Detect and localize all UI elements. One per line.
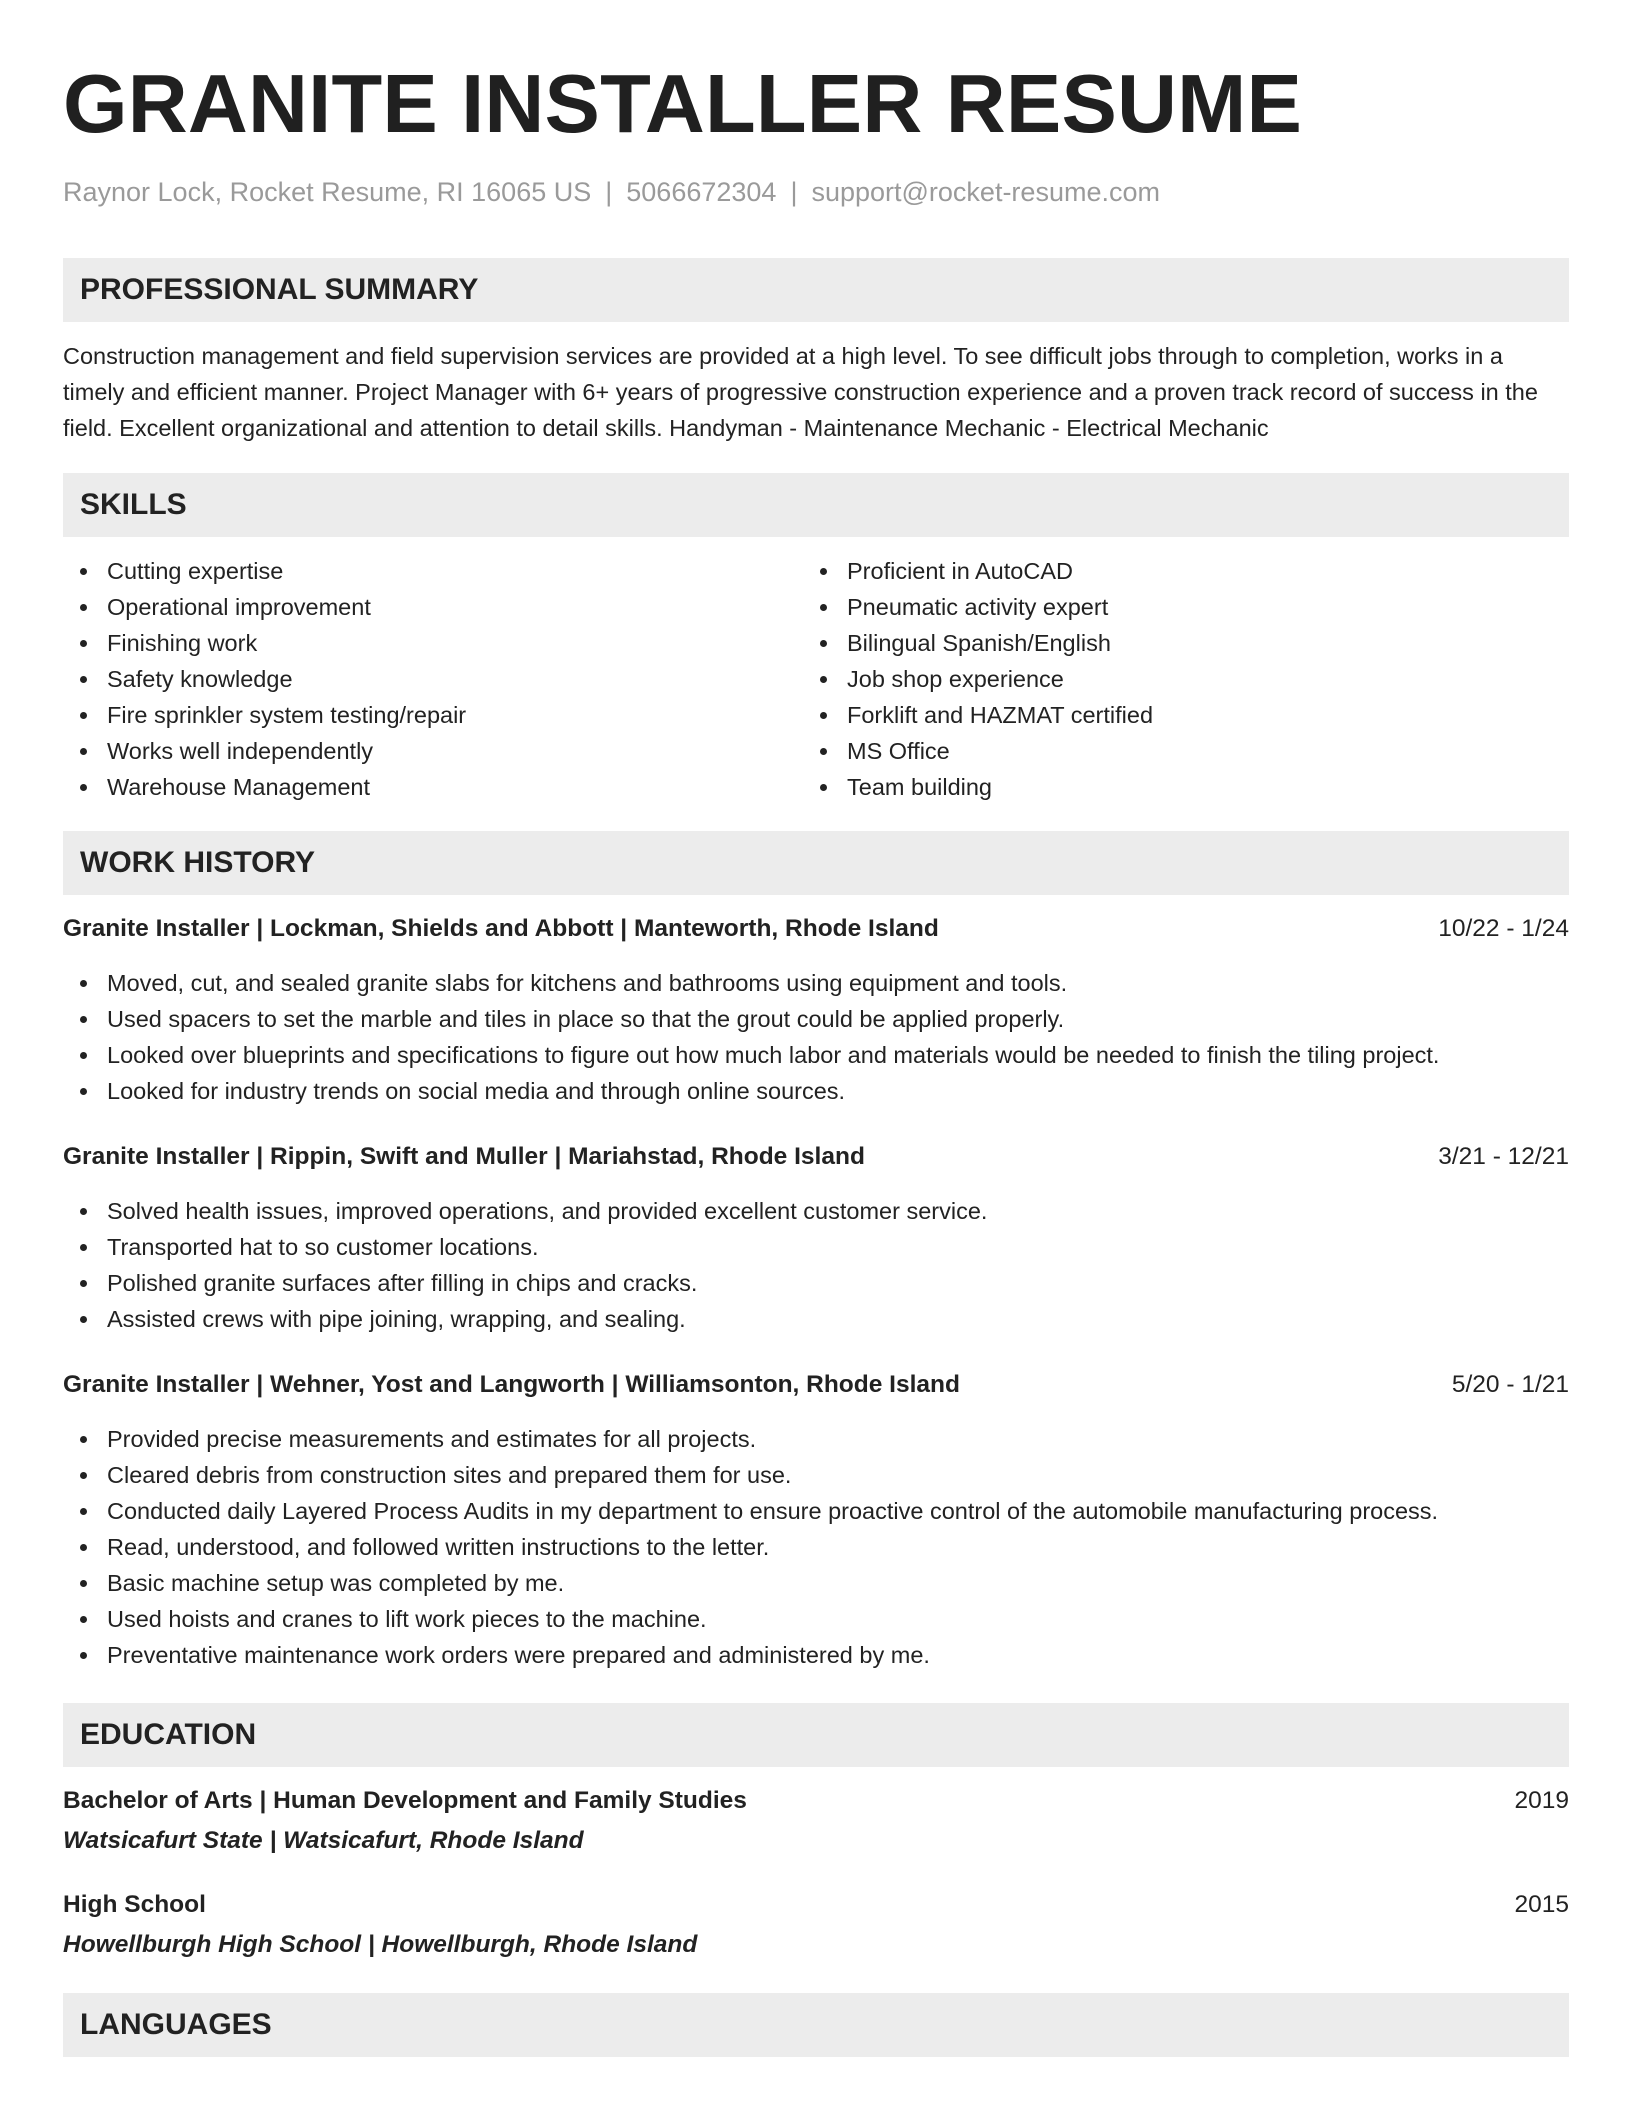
job-dates: 5/20 - 1/21: [1451, 1371, 1569, 1398]
job-dates: 3/21 - 12/21: [1438, 1143, 1569, 1170]
job-entry: [63, 911, 1569, 1109]
job-bullet: Looked for industry trends on social media and through online sources.: [63, 1073, 1569, 1109]
skill-item: Pneumatic activity expert: [803, 589, 1543, 625]
education-header: [63, 1887, 1569, 1923]
skill-item: Safety knowledge: [63, 661, 803, 697]
job-title: Granite Installer | Lockman, Shields and Abbott | Manteworth, Rhode Island: [63, 915, 939, 942]
section-heading-work: WORK HISTORY: [63, 831, 1569, 895]
job-entry: [63, 1139, 1569, 1337]
skills-list-right: [803, 553, 1543, 805]
job-entry: [63, 1367, 1569, 1673]
skill-item: Forklift and HAZMAT certified: [803, 697, 1543, 733]
skill-item: Proficient in AutoCAD: [803, 553, 1543, 589]
contact-email: support@rocket-resume.com: [811, 177, 1160, 207]
summary-text: Construction management and field supervision services are provided at a high level. To see difficult jobs through to completion, works in a timely and efficient manner. Project Manager with 6+ years of progressive construction experience and a proven track record of success in the field. Excellent organizational and attention to detail skills. Handyman - Maintenance Mechanic - Electrical Mechanic: [63, 343, 1538, 441]
job-bullet: Polished granite surfaces after filling in chips and cracks.: [63, 1265, 1569, 1301]
skill-item: Warehouse Management: [63, 769, 803, 805]
job-bullet: Preventative maintenance work orders were prepared and administered by me.: [63, 1637, 1569, 1673]
job-bullet: Used hoists and cranes to lift work pieces to the machine.: [63, 1601, 1569, 1637]
contact-separator: |: [790, 177, 798, 207]
job-header: [63, 911, 1569, 947]
job-bullets: [63, 965, 1569, 1109]
job-title: Granite Installer | Rippin, Swift and Muller | Mariahstad, Rhode Island: [63, 1143, 865, 1170]
education-entry: [63, 1783, 1569, 1859]
work-history: [63, 911, 1569, 1673]
contact-phone: 5066672304: [626, 177, 777, 207]
education-header: [63, 1783, 1569, 1819]
job-bullet: Looked over blueprints and specifications to figure out how much labor and materials would be needed to finish the tiling project.: [63, 1037, 1569, 1073]
job-bullet: Assisted crews with pipe joining, wrapping, and sealing.: [63, 1301, 1569, 1337]
job-bullet: Solved health issues, improved operations, and provided excellent customer service.: [63, 1193, 1569, 1229]
job-header: [63, 1139, 1569, 1175]
skills-columns: [63, 553, 1569, 805]
job-bullet: Basic machine setup was completed by me.: [63, 1565, 1569, 1601]
job-title: Granite Installer | Wehner, Yost and Langworth | Williamsonton, Rhode Island: [63, 1371, 960, 1398]
resume-title: GRANITE INSTALLER RESUME: [63, 57, 1303, 150]
skill-item: Job shop experience: [803, 661, 1543, 697]
education-list: [63, 1783, 1569, 1963]
education-year: 2019: [1514, 1787, 1569, 1814]
job-bullet: Provided precise measurements and estimates for all projects.: [63, 1421, 1569, 1457]
skill-item: Cutting expertise: [63, 553, 803, 589]
skill-item: Bilingual Spanish/English: [803, 625, 1543, 661]
job-bullet: Cleared debris from construction sites and prepared them for use.: [63, 1457, 1569, 1493]
skill-item: Fire sprinkler system testing/repair: [63, 697, 803, 733]
education-degree: Bachelor of Arts | Human Development and Family Studies: [63, 1787, 747, 1814]
job-bullet: Transported hat to so customer locations.: [63, 1229, 1569, 1265]
skill-item: MS Office: [803, 733, 1543, 769]
education-entry: [63, 1887, 1569, 1963]
section-heading-skills: SKILLS: [63, 473, 1569, 537]
job-bullets: [63, 1193, 1569, 1337]
job-bullet: Used spacers to set the marble and tiles in place so that the grout could be applied properly.: [63, 1001, 1569, 1037]
skills-list-left: [63, 553, 803, 805]
job-bullet: Conducted daily Layered Process Audits in my department to ensure proactive control of the automobile manufacturing process.: [63, 1493, 1569, 1529]
job-bullets: [63, 1421, 1569, 1673]
contact-line: [63, 174, 1569, 210]
education-degree: High School: [63, 1891, 206, 1918]
skill-item: Team building: [803, 769, 1543, 805]
job-dates: 10/22 - 1/24: [1438, 915, 1569, 942]
section-heading-summary: PROFESSIONAL SUMMARY: [63, 258, 1569, 322]
skill-item: Works well independently: [63, 733, 803, 769]
contact-address: Raynor Lock, Rocket Resume, RI 16065 US: [63, 177, 592, 207]
section-heading-education: EDUCATION: [63, 1703, 1569, 1767]
job-header: [63, 1367, 1569, 1403]
contact-separator: |: [605, 177, 613, 207]
job-bullet: Moved, cut, and sealed granite slabs for kitchens and bathrooms using equipment and tools.: [63, 965, 1569, 1001]
skill-item: Finishing work: [63, 625, 803, 661]
education-school: Howellburgh High School | Howellburgh, Rhode Island: [63, 1931, 698, 1958]
skill-item: Operational improvement: [63, 589, 803, 625]
education-year: 2015: [1514, 1891, 1569, 1918]
section-heading-languages: LANGUAGES: [63, 1993, 1569, 2057]
education-school: Watsicafurt State | Watsicafurt, Rhode Island: [63, 1827, 584, 1854]
job-bullet: Read, understood, and followed written instructions to the letter.: [63, 1529, 1569, 1565]
